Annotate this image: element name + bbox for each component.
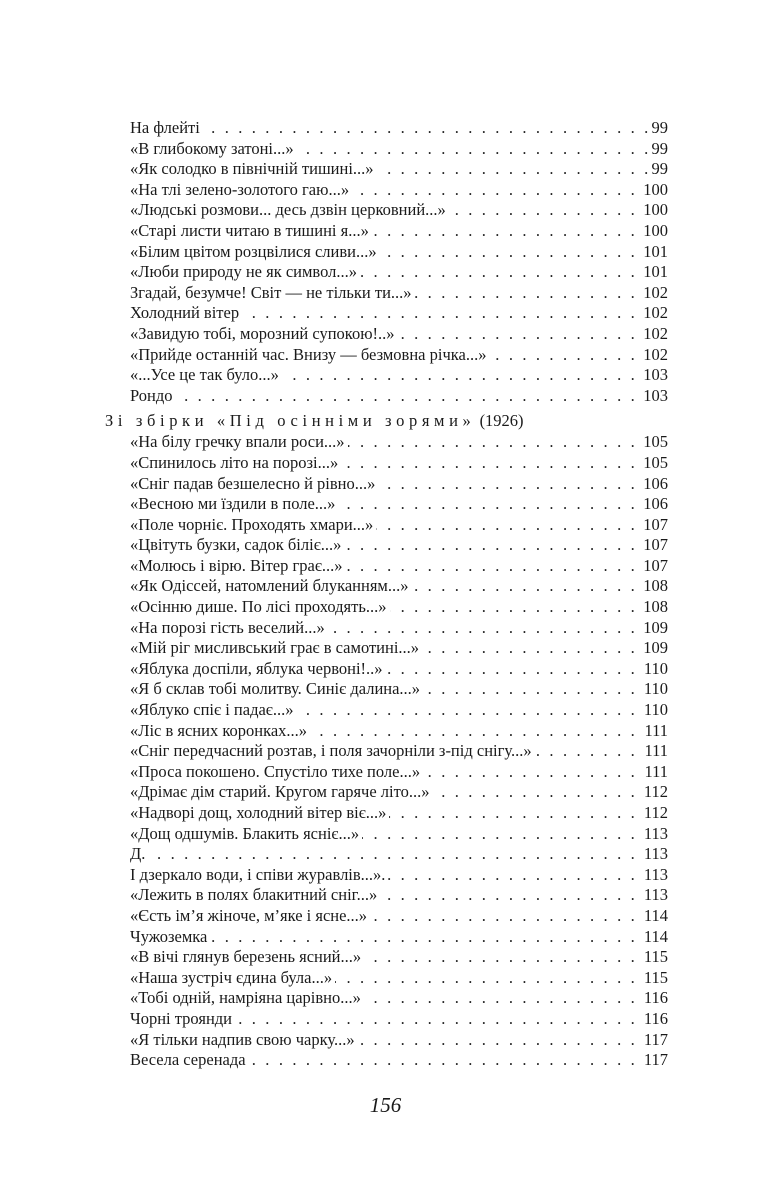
toc-entry-title: «Проса покошено. Спустіло тихе поле...» bbox=[130, 762, 423, 781]
table-of-contents bbox=[0, 118, 771, 1071]
toc-entry bbox=[130, 118, 668, 139]
toc-entry-title: Весела серенада bbox=[130, 1050, 249, 1069]
toc-list-section-entries bbox=[0, 432, 771, 1070]
page-number: 156 bbox=[369, 1093, 402, 1117]
toc-entry-page: 117 bbox=[643, 1050, 668, 1070]
toc-entry bbox=[130, 947, 668, 968]
toc-entry-title: «Молюсь і вірю. Вітер грає...» bbox=[130, 556, 346, 575]
toc-entry-page: 111 bbox=[644, 741, 668, 761]
toc-entry bbox=[130, 453, 668, 474]
toc-entry bbox=[130, 721, 668, 742]
toc-entry-page: 100 bbox=[643, 179, 668, 199]
toc-entry bbox=[130, 262, 668, 283]
toc-entry-title: Чужоземка bbox=[130, 927, 210, 946]
toc-entry-title: Згадай, безумче! Світ — не тільки ти...» bbox=[130, 283, 415, 302]
toc-entry-page: 106 bbox=[643, 473, 668, 493]
toc-entry-title: «В глибокому затоні...» bbox=[130, 139, 297, 158]
toc-entry-page: 115 bbox=[643, 947, 668, 967]
toc-entry-title: «Цвітуть бузки, садок біліє...» bbox=[130, 535, 344, 554]
toc-entry-page: 111 bbox=[644, 720, 668, 740]
toc-entry-title: «Людські розмови... десь дзвін церковний...» bbox=[130, 200, 449, 219]
toc-entry-page: 113 bbox=[643, 885, 668, 905]
toc-entry-title: Рондо bbox=[130, 386, 176, 405]
toc-entry-page: 101 bbox=[643, 262, 668, 282]
toc-entry bbox=[130, 324, 668, 345]
toc-entry-page: 99 bbox=[651, 118, 668, 137]
toc-entry-title: «На тлі зелено-золотого гаю...» bbox=[130, 180, 352, 199]
toc-entry-title: «Яблука доспіли, яблука червоні!..» bbox=[130, 659, 386, 678]
toc-entry-title: «Я б склав тобі молитву. Синіє далина...» bbox=[130, 679, 423, 698]
toc-entry bbox=[130, 159, 668, 180]
toc-entry bbox=[130, 221, 668, 242]
toc-entry bbox=[130, 180, 668, 201]
toc-entry bbox=[130, 1030, 668, 1051]
toc-entry-title: «На порозі гість веселий...» bbox=[130, 618, 328, 637]
toc-entry-page: 106 bbox=[643, 494, 668, 514]
toc-entry-page: 109 bbox=[643, 617, 668, 637]
toc-entry bbox=[130, 556, 668, 577]
toc-entry-page: 113 bbox=[643, 864, 668, 884]
toc-entry-page: 108 bbox=[643, 597, 668, 617]
toc-entry-title: «Наша зустріч єдина була...» bbox=[130, 968, 335, 987]
toc-entry-page: 113 bbox=[643, 844, 668, 864]
toc-entry-title: «Прийде останній час. Внизу — безмовна річка...» bbox=[130, 345, 489, 364]
toc-entry-title: «Як солодко в північній тишині...» bbox=[130, 159, 377, 178]
toc-entry-page: 102 bbox=[643, 282, 668, 302]
toc-entry-title: «Весною ми їздили в поле...» bbox=[130, 494, 338, 513]
toc-entry-page: 112 bbox=[643, 782, 668, 802]
section-year: (1926) bbox=[479, 411, 524, 431]
toc-entry bbox=[130, 762, 668, 783]
toc-entry-page: 103 bbox=[643, 365, 668, 385]
toc-entry-title: «Як Одіссей, натомлений блуканням...» bbox=[130, 576, 411, 595]
toc-entry-title: «На білу гречку впали роси...» bbox=[130, 432, 348, 451]
toc-entry-page: 114 bbox=[643, 905, 668, 925]
toc-entry-page: 108 bbox=[643, 576, 668, 596]
toc-entry-page: 101 bbox=[643, 241, 668, 261]
toc-entry-page: 117 bbox=[643, 1029, 668, 1049]
toc-entry bbox=[130, 618, 668, 639]
toc-entry-page: 109 bbox=[643, 638, 668, 658]
toc-entry-page: 114 bbox=[643, 926, 668, 946]
toc-entry bbox=[130, 803, 668, 824]
toc-entry-title: «Мій ріг мисливський грає в самотині...» bbox=[130, 638, 422, 657]
toc-entry bbox=[130, 494, 668, 515]
toc-entry bbox=[130, 782, 668, 803]
toc-entry bbox=[130, 515, 668, 536]
toc-entry-page: 99 bbox=[651, 138, 668, 158]
toc-entry bbox=[130, 659, 668, 680]
toc-entry-page: 107 bbox=[643, 514, 668, 534]
toc-entry-title: Холодний вітер bbox=[130, 303, 242, 322]
toc-entry-title: «Сніг падав безшелесно й рівно...» bbox=[130, 474, 378, 493]
toc-entry bbox=[130, 927, 668, 948]
toc-entry-page: 116 bbox=[643, 988, 668, 1008]
toc-entry-title: «В вічі глянув березень ясний...» bbox=[130, 947, 364, 966]
toc-entry-title: Чорні троянди bbox=[130, 1009, 235, 1028]
toc-entry bbox=[130, 283, 668, 304]
toc-entry bbox=[130, 474, 668, 495]
toc-entry-title: «Я тільки надпив свою чарку...» bbox=[130, 1030, 358, 1049]
section-heading bbox=[105, 406, 771, 432]
toc-entry bbox=[130, 535, 668, 556]
toc-entry-title: «Єсть ім’я жіноче, м’яке і ясне...» bbox=[130, 906, 370, 925]
toc-entry bbox=[130, 700, 668, 721]
toc-entry bbox=[130, 865, 668, 886]
toc-entry-page: 99 bbox=[651, 159, 668, 179]
toc-entry-page: 100 bbox=[643, 220, 668, 240]
toc-entry-title: «Поле чорніє. Проходять хмари...» bbox=[130, 515, 376, 534]
toc-entry-title: «Спинилось літо на порозі...» bbox=[130, 453, 341, 472]
toc-entry-title: «Дощ одшумів. Блакить ясніє...» bbox=[130, 824, 362, 843]
toc-entry bbox=[130, 576, 668, 597]
dot-leader bbox=[130, 118, 668, 139]
toc-entry-page: 110 bbox=[643, 679, 668, 699]
toc-entry-page: 110 bbox=[643, 700, 668, 720]
toc-entry bbox=[130, 824, 668, 845]
toc-entry bbox=[130, 679, 668, 700]
toc-entry-title: На флейті bbox=[130, 118, 203, 137]
toc-entry-page: 113 bbox=[643, 823, 668, 843]
toc-entry bbox=[130, 844, 668, 865]
toc-entry-page: 103 bbox=[643, 385, 668, 405]
toc-entry bbox=[130, 432, 668, 453]
toc-entry-page: 107 bbox=[643, 535, 668, 555]
toc-entry-page: 107 bbox=[643, 555, 668, 575]
toc-entry bbox=[130, 597, 668, 618]
dot-leader bbox=[130, 927, 668, 948]
toc-entry bbox=[130, 741, 668, 762]
toc-entry-title: «...Усе це так було...» bbox=[130, 365, 282, 384]
toc-entry-page: 116 bbox=[643, 1008, 668, 1028]
toc-entry-title: «Надворі дощ, холодний вітер віє...» bbox=[130, 803, 389, 822]
toc-entry-title: «Ліс в ясних коронках...» bbox=[130, 721, 310, 740]
toc-entry-page: 105 bbox=[643, 452, 668, 472]
dot-leader bbox=[130, 386, 668, 407]
toc-entry-page: 102 bbox=[643, 323, 668, 343]
toc-entry bbox=[130, 988, 668, 1009]
toc-entry-page: 112 bbox=[643, 803, 668, 822]
toc-entry-page: 111 bbox=[644, 761, 668, 781]
toc-entry-page: 115 bbox=[643, 967, 668, 987]
toc-entry-page: 105 bbox=[643, 432, 668, 452]
toc-entry bbox=[130, 386, 668, 407]
toc-entry-title: І дзеркало води, і співи журавлів...». bbox=[130, 865, 388, 884]
toc-entry bbox=[130, 200, 668, 221]
toc-entry-title: «Тобі одній, намріяна царівно...» bbox=[130, 988, 364, 1007]
toc-entry bbox=[130, 1050, 668, 1071]
toc-entry-page: 102 bbox=[643, 344, 668, 364]
dot-leader bbox=[130, 844, 668, 865]
toc-entry bbox=[130, 139, 668, 160]
toc-entry-title: «Лежить в полях блакитний сніг...» bbox=[130, 885, 380, 904]
toc-entry-title: «Люби природу не як символ...» bbox=[130, 262, 360, 281]
toc-entry-title: «Осінню дише. По лісі проходять...» bbox=[130, 597, 390, 616]
toc-entry bbox=[130, 365, 668, 386]
toc-entry-title: «Сніг передчасний розтав, і поля зачорніли з-під снігу...» bbox=[130, 741, 535, 760]
toc-entry bbox=[130, 638, 668, 659]
toc-list-before-section bbox=[0, 118, 771, 406]
toc-entry-title: «Білим цвітом розцвілися сливи...» bbox=[130, 242, 380, 261]
toc-entry-title: «Старі листи читаю в тишині я...» bbox=[130, 221, 372, 240]
section-title: Зі збірки «Під осінніми зорями» bbox=[105, 411, 476, 431]
toc-entry bbox=[130, 303, 668, 324]
toc-entry bbox=[130, 885, 668, 906]
toc-entry-title: «Яблуко спіє і падає...» bbox=[130, 700, 297, 719]
toc-entry-title: «Дрімає дім старий. Кругом гаряче літо...» bbox=[130, 782, 432, 801]
toc-entry bbox=[130, 906, 668, 927]
toc-entry-title: «Завидую тобі, морозний супокою!..» bbox=[130, 324, 398, 343]
toc-entry-page: 102 bbox=[643, 303, 668, 323]
toc-entry-title: Д. bbox=[130, 844, 148, 863]
toc-entry bbox=[130, 1009, 668, 1030]
toc-entry bbox=[130, 345, 668, 366]
toc-entry-page: 110 bbox=[643, 658, 668, 678]
toc-entry-page: 100 bbox=[643, 200, 668, 220]
toc-entry bbox=[130, 242, 668, 263]
toc-entry bbox=[130, 968, 668, 989]
